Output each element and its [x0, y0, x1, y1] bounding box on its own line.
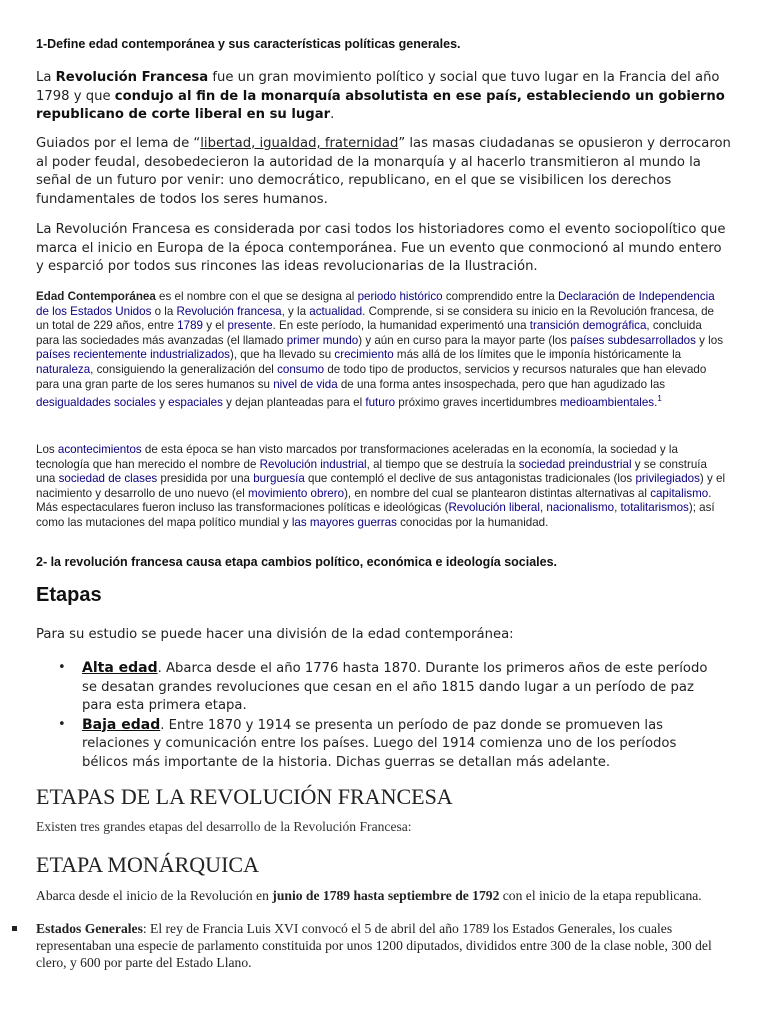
- text: . En este período, la humanidad experimentó una: [272, 319, 530, 333]
- etapas-list: [36, 659, 726, 772]
- bold-text: condujo al fin de la monarquía absolutista en ese país, estableciendo un gobierno republicano de corte liberal en su lugar: [36, 88, 725, 122]
- wiki-link[interactable]: Declaración de Independencia de los Estados Unidos: [36, 290, 715, 318]
- question-1: 1-Define edad contemporánea y sus características políticas generales.: [36, 37, 461, 51]
- text: y el: [202, 319, 228, 333]
- paragraph-revolucion: [36, 69, 726, 125]
- wiki-link[interactable]: transición demográfica: [529, 319, 647, 333]
- text: ,: [539, 501, 547, 515]
- wiki-paragraph-acontecimientos: [36, 443, 726, 531]
- wiki-link[interactable]: capitalismo: [650, 486, 709, 500]
- square-bullet-icon: [12, 926, 17, 931]
- text: , consiguiendo la generalización del: [90, 362, 278, 376]
- bullet-list: [36, 659, 726, 772]
- wiki-link[interactable]: nacionalismo: [546, 501, 615, 515]
- text: , al tiempo que se destruía la: [366, 457, 519, 471]
- wiki-link[interactable]: sociedad de clases: [58, 472, 158, 486]
- list-item-text: . Entre 1870 y 1914 se presenta un período de paz donde se promueven las relaciones y comunicación entre los países. Luego del 1914 comienza uno de los períodos bélicos más importante de la historia. Dichas guerras se detallan más adelante.: [82, 717, 677, 770]
- question-2: 2- la revolución francesa causa etapa cambios político, económica e ideología sociales.: [36, 555, 558, 569]
- text: : El rey de Francia Luis XVI convocó el 5 de abril del año 1789 los Estados Generales, los cuales representaban una especie de parlamento constituida por unos 1200 diputados, divididos entre 300 de la clase noble, 300 del clero, y 600 por parte del Estado Llano.: [36, 921, 712, 970]
- text: de esta época se han visto marcados por transformaciones aceleradas en la economía, la sociedad y la tecnología que han merecido el nombre de: [36, 443, 678, 471]
- paragraph-historiadores: La Revolución Francesa es considerada por casi todos los historiadores como el evento sociopolítico que marca el inicio en Europa de la época contemporánea. Fue un evento que conmocionó al mundo entero y esparció por todos sus rincones las ideas revolucionarias de la Ilustración.: [36, 222, 726, 274]
- bold-text: Estados Generales: [36, 921, 143, 936]
- text: que contempló el declive de sus antagonistas tradicionales (los: [304, 472, 636, 486]
- estados-generales-item: [36, 920, 726, 971]
- revolucion-heading: ETAPAS DE LA REVOLUCIÓN FRANCESA: [36, 784, 453, 809]
- text: ), en nombre del cual se plantearon distintas alternativas al: [344, 486, 651, 500]
- wiki-link[interactable]: crecimiento: [334, 348, 394, 362]
- wiki-link[interactable]: espaciales: [168, 396, 223, 410]
- text: ,: [614, 501, 621, 515]
- text: ); así como las mutaciones del mapa político mundial y: [36, 501, 715, 529]
- text: de todo tipo de productos, servicios y recursos naturales que han elevado para una gran parte de los seres humanos su: [36, 362, 707, 391]
- monarquica-paragraph: [36, 887, 726, 904]
- etapas-intro: Para su estudio se puede hacer una división de la edad contemporánea:: [36, 627, 514, 642]
- text: fue un gran movimiento político y social que tuvo lugar en la Francia del año 1798 y que: [36, 70, 720, 104]
- wiki-link[interactable]: Revolución francesa: [176, 304, 282, 318]
- text: comprendido entre la: [442, 290, 559, 303]
- text: . Comprende, si se considera su inicio en la Revolución francesa, de un total de 229 años, entre: [36, 304, 715, 333]
- footnote-ref[interactable]: 1: [657, 394, 662, 404]
- text: Abarca desde el inicio de la Revolución en: [36, 888, 273, 903]
- wiki-link[interactable]: naturaleza: [36, 362, 91, 376]
- wiki-link[interactable]: Revolución liberal: [448, 501, 540, 515]
- wiki-link[interactable]: totalitarismos: [620, 501, 689, 515]
- wiki-link[interactable]: medioambientales: [560, 396, 655, 410]
- text: .: [330, 107, 335, 122]
- text: presidida por una: [157, 472, 254, 486]
- wiki-link[interactable]: primer mundo: [286, 333, 359, 347]
- text: es el nombre con el que se designa al: [155, 290, 358, 303]
- list-item-title: Alta edad: [82, 660, 158, 676]
- text: conocidas por la humanidad.: [396, 515, 549, 529]
- bold-term: Edad Contemporánea: [36, 290, 156, 303]
- list-item: [36, 659, 726, 716]
- text: y dejan planteadas para el: [222, 396, 366, 410]
- text: ” las masas ciudadanas se opusieron y derrocaron al poder feudal, desobedecieron la autoridad de la monarquía y al hacerlo transmitieron al mundo la señal de un futuro por venir: uno democrático, republicano, en el que se visibilicen los derechos fundamentales de todos los seres humanos.: [36, 136, 731, 207]
- wiki-link[interactable]: periodo histórico: [357, 290, 443, 303]
- text: y se construía una: [36, 457, 707, 486]
- text: ) y el nacimiento y desarrollo de uno nuevo (el: [36, 472, 726, 500]
- wiki-link[interactable]: las mayores guerras: [291, 515, 397, 529]
- list-item: [36, 716, 726, 773]
- wiki-link[interactable]: futuro: [365, 396, 396, 410]
- underlined-text: libertad, igualdad, fraternidad: [200, 136, 399, 151]
- revolucion-intro: Existen tres grandes etapas del desarrollo de la Revolución Francesa:: [36, 819, 412, 834]
- wiki-link[interactable]: presente: [227, 319, 273, 333]
- bold-text: junio de 1789 hasta septiembre de 1792: [272, 888, 500, 903]
- text: ) y aún en curso para la mayor parte (los: [358, 333, 571, 347]
- etapas-heading: Etapas: [36, 584, 102, 606]
- text: , y la: [281, 304, 310, 318]
- wiki-link[interactable]: Revolución industrial: [259, 457, 367, 471]
- wiki-paragraph-definicion: [36, 290, 726, 411]
- wiki-link[interactable]: acontecimientos: [57, 443, 142, 456]
- text: .: [654, 396, 658, 410]
- wiki-link[interactable]: 1789: [177, 319, 203, 333]
- wiki-link[interactable]: países recientemente industrializados: [36, 348, 230, 362]
- bullet-icon: •: [58, 660, 66, 675]
- text: La: [36, 70, 56, 85]
- text: ), que ha llevado su: [229, 348, 335, 362]
- text: Los: [36, 443, 58, 456]
- wiki-link[interactable]: países subdesarrollados: [570, 333, 696, 347]
- text: más allá de los límites que le imponía históricamente la: [393, 348, 682, 362]
- wiki-link[interactable]: burguesía: [253, 472, 305, 486]
- list-item-text: . Abarca desde el año 1776 hasta 1870. Durante los primeros años de este período se desatan grandes revoluciones que cesan en el año 1815 dando lugar a un período de paz para esta primera etapa.: [82, 661, 708, 713]
- list-item-title: Baja edad: [82, 716, 161, 733]
- text: , concluida para las sociedades más avanzadas (el llamado: [36, 319, 702, 347]
- wiki-link[interactable]: sociedad preindustrial: [518, 457, 632, 471]
- paragraph-lema: [36, 135, 732, 209]
- text: y los: [695, 333, 723, 347]
- wiki-link[interactable]: actualidad: [309, 304, 363, 318]
- wiki-link[interactable]: movimiento obrero: [248, 486, 345, 500]
- wiki-link[interactable]: privilegiados: [635, 472, 700, 486]
- text: . Más espectaculares fueron incluso las transformaciones políticas e ideológicas (: [36, 486, 712, 515]
- wiki-link[interactable]: consumo: [277, 362, 325, 376]
- text: próximo graves incertidumbres: [395, 396, 560, 410]
- text: o la: [151, 304, 177, 318]
- wiki-link[interactable]: nivel de vida: [273, 377, 338, 391]
- bold-text: Revolución Francesa: [55, 70, 209, 85]
- text: y: [155, 396, 169, 410]
- text: de una forma antes insospechada, pero que han agudizado las: [337, 377, 666, 391]
- text: Guiados por el lema de “: [36, 136, 201, 151]
- wiki-link[interactable]: desigualdades sociales: [36, 396, 156, 410]
- bullet-icon: •: [58, 716, 66, 732]
- text: con el inicio de la etapa republicana.: [499, 888, 702, 903]
- monarquica-heading: ETAPA MONÁRQUICA: [36, 852, 259, 877]
